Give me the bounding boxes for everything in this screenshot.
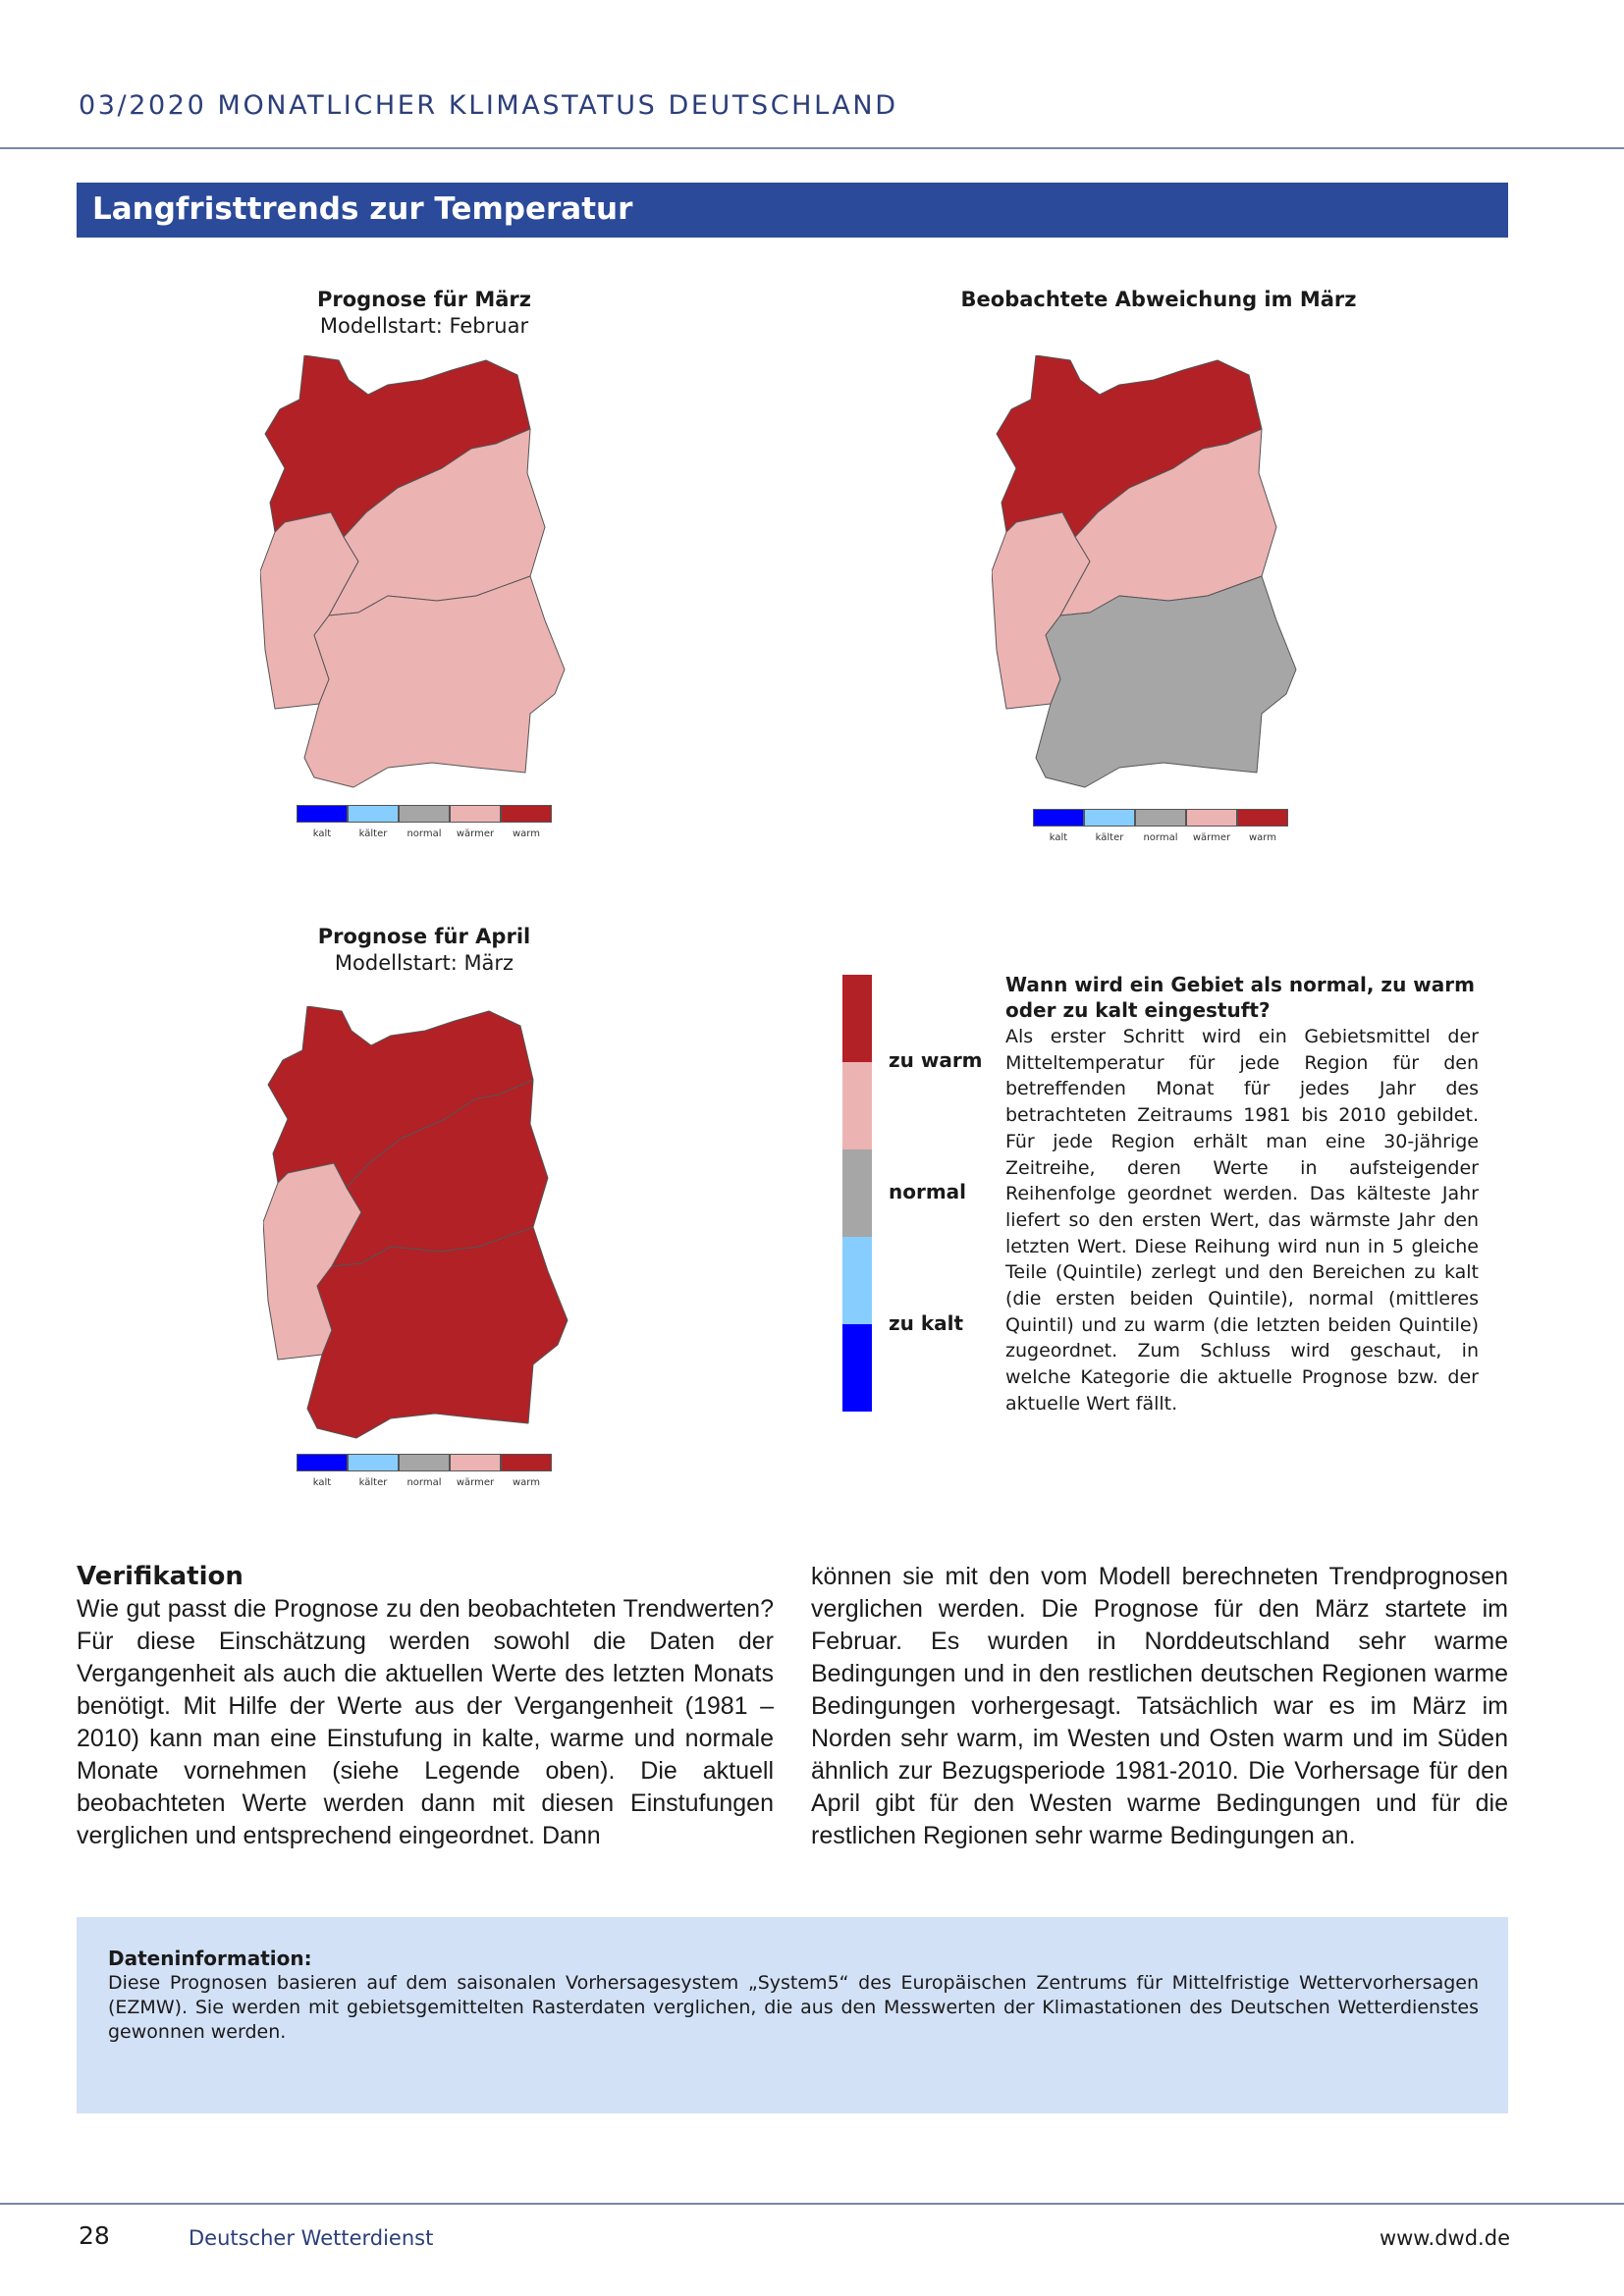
- legend-label: kalt: [1049, 832, 1068, 843]
- category-bar-warm: [842, 975, 872, 1062]
- legend-swatch-warm: [501, 805, 552, 823]
- legend-swatch-waermer: [450, 1454, 501, 1471]
- map-3-title: Prognose für April: [317, 925, 531, 948]
- map-2-germany: [992, 355, 1316, 797]
- legend-swatch-kaelter: [348, 1454, 399, 1471]
- legend-swatch-warm: [1237, 809, 1288, 827]
- legend-swatch-kaelter: [348, 805, 399, 823]
- footer-url[interactable]: www.dwd.de: [1379, 2226, 1510, 2250]
- verifikation-heading: Verifikation: [77, 1562, 244, 1591]
- page-number: 28: [79, 2221, 110, 2250]
- verifikation-text-left: Wie gut passt die Prognose zu den beobachteten Trendwerten? Für diese Einschätzung werden sowohl die Daten der Vergangenheit als auch die aktuellen Werte des letzten Monats benötigt. Mit Hilfe der Werte aus der Vergangenheit (1981 – 2010) kann man eine Einstufung in kalte, warme und normale Monate vornehmen (siehe Legende oben). Die aktuell beobachteten Werte werden dann mit diesen Einstufungen verglichen und entsprechend eingeordnet. Dann: [77, 1595, 774, 1849]
- verifikation-text-right: können sie mit den vom Modell berechneten Trendprognosen verglichen werden. Die Prognose für den März startete im Februar. Es wurden in Norddeutschland sehr warme Bedingungen und in den restlichen deutschen Regionen warme Bedingungen vorhergesagt. Tatsächlich war es im März im Norden sehr warm, im Westen und Osten warm und im Süden ähnlich zur Bezugsperiode 1981-2010. Die Vorhersage für den April gibt für den Westen warme Bedingungen und für die restlichen Regionen sehr warme Bedingungen an.: [811, 1563, 1508, 1849]
- info-question: Wann wird ein Gebiet als normal, zu warm oder zu kalt eingestuft?: [1005, 973, 1475, 1022]
- map-2-legend: [1033, 809, 1290, 852]
- map-1-title: Prognose für März: [316, 288, 532, 311]
- legend-label: warm: [513, 1477, 540, 1488]
- map-1-germany: [260, 355, 584, 797]
- report-header: 03/2020 MONATLICHER KLIMASTATUS DEUTSCHLAND: [79, 90, 898, 121]
- map-3-germany: [263, 1006, 587, 1448]
- map-2-title: Beobachtete Abweichung im März: [960, 288, 1357, 311]
- legend-label: wärmer: [1192, 832, 1231, 843]
- category-bar-waermer: [842, 1062, 872, 1149]
- footer-rule: [0, 2203, 1624, 2205]
- legend-label: kälter: [358, 1477, 388, 1488]
- map-1-subtitle: Modellstart: Februar: [319, 314, 529, 338]
- category-label-warm: zu warm: [889, 1048, 983, 1072]
- legend-label: normal: [406, 828, 442, 839]
- legend-label: warm: [513, 828, 540, 839]
- legend-label: kalt: [312, 828, 332, 839]
- legend-swatch-normal: [1135, 809, 1186, 827]
- header-rule: [0, 147, 1624, 149]
- legend-label: normal: [406, 1477, 442, 1488]
- info-body: Als erster Schritt wird ein Gebietsmittel der Mitteltemperatur für jede Region für den betreffenden Monat für jedes Jahr des betrachteten Zeitraums 1981 bis 2010 gebildet. Für jede Region erhält man eine 30-jährige Zeitreihe, deren Werte in aufsteigender Reihenfolge geordnet werden. Das kälteste Jahr liefert so den ersten Wert, das wärmste Jahr den letzten Wert. Diese Reihung wird nun in 5 gleiche Teile (Quintile) zerlegt und den Bereichen zu kalt (die ersten beiden Quintile), normal (mittleres Quintil) und zu warm (die letzten beiden Quintile) zugeordnet. Zum Schluss wird geschaut, in welche Kategorie die aktuelle Prognose bzw. der aktuelle Wert fällt.: [1005, 1026, 1479, 1415]
- data-info-text: Diese Prognosen basieren auf dem saisonalen Vorhersagesystem „System5“ des Europäischen Zentrums für Mittelfristige Wettervorhersagen (EZMW). Sie werden mit gebietsgemittelten Rasterdaten verglichen, die aus den Messwerten der Klimastationen des Deutschen Wetterdienstes gewonnen werden.: [108, 1972, 1479, 2043]
- map-3-legend: [297, 1454, 554, 1497]
- legend-swatch-normal: [399, 805, 450, 823]
- section-bar: [77, 183, 1508, 238]
- map-1-legend: [297, 805, 554, 848]
- legend-swatch-waermer: [450, 805, 501, 823]
- legend-swatch-warm: [501, 1454, 552, 1471]
- category-label-normal: normal: [889, 1180, 967, 1203]
- category-bar-kalt: [842, 1324, 872, 1412]
- legend-label: warm: [1249, 832, 1276, 843]
- category-bar-normal: [842, 1149, 872, 1237]
- legend-swatch-normal: [399, 1454, 450, 1471]
- legend-label: kälter: [358, 828, 388, 839]
- data-info-box: [77, 1917, 1508, 2113]
- legend-label: normal: [1143, 832, 1178, 843]
- map-3-subtitle: Modellstart: März: [334, 951, 514, 975]
- legend-label: kälter: [1095, 832, 1124, 843]
- category-bar-kaelter: [842, 1237, 872, 1324]
- legend-swatch-kalt: [297, 805, 348, 823]
- footer-organization: Deutscher Wetterdienst: [189, 2226, 434, 2250]
- section-title: Langfristtrends zur Temperatur: [92, 191, 633, 227]
- legend-label: kalt: [312, 1477, 332, 1488]
- legend-swatch-kalt: [297, 1454, 348, 1471]
- legend-label: wärmer: [456, 828, 495, 839]
- legend-swatch-kaelter: [1084, 809, 1135, 827]
- category-label-cold: zu kalt: [889, 1311, 964, 1335]
- legend-swatch-waermer: [1186, 809, 1237, 827]
- data-info-heading: Dateninformation:: [108, 1947, 312, 1970]
- legend-swatch-kalt: [1033, 809, 1084, 827]
- legend-label: wärmer: [456, 1477, 495, 1488]
